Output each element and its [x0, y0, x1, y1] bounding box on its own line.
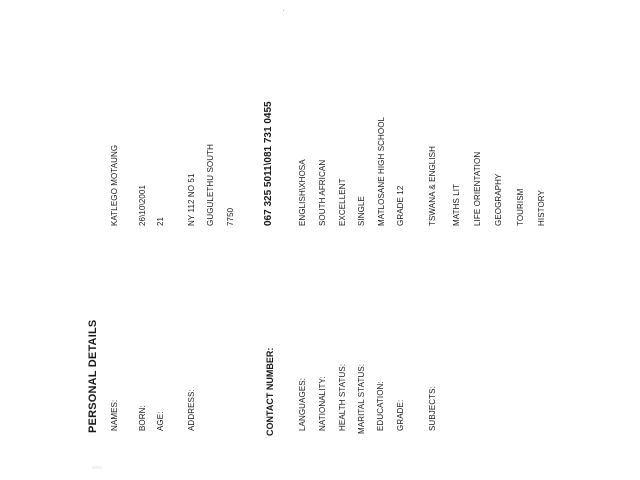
scan-artifact: [92, 466, 102, 469]
health-status-label: HEALTH STATUS:: [338, 363, 347, 431]
health-status-value: EXCELLENT: [338, 178, 347, 226]
address-line-1: NY 112 NO 51: [187, 173, 196, 226]
born-label: BORN:: [138, 405, 147, 431]
address-line-3: 7750: [226, 207, 235, 226]
subjects-label: SUBJECTS:: [428, 386, 437, 431]
marital-status-label: MARITAL STATUS:: [357, 363, 366, 434]
subject-item: HISTORY: [537, 190, 546, 226]
nationality-label: NATIONALITY:: [318, 376, 327, 431]
subject-item: GEOGRAPHY: [494, 173, 503, 226]
languages-value: ENGLISH\XHOSA: [298, 159, 307, 226]
age-label: AGE:: [156, 411, 165, 431]
names-label: NAMES:: [110, 399, 119, 431]
marital-status-value: SINGLE: [357, 196, 366, 226]
nationality-value: SOUTH AFRICAN: [318, 159, 327, 226]
born-value: 26\10\2001: [138, 184, 147, 226]
subject-item: MATHS LIT: [452, 183, 461, 226]
names-value: KATLEGO MOTAUNG: [110, 144, 119, 226]
contact-number-label: CONTACT NUMBER:: [265, 347, 275, 436]
subject-item: TSWANA & ENGLISH: [428, 146, 437, 226]
subject-item: LIFE ORIENTATION: [473, 151, 482, 226]
age-value: 21: [156, 216, 165, 226]
contact-number-value: 067 325 5011\081 731 0455: [263, 101, 274, 226]
education-value: MATLOSANE HIGH SCHOOL: [377, 116, 386, 226]
subject-item: TOURISM: [516, 188, 525, 226]
grade-value: GRADE 12: [396, 185, 405, 226]
document-heading: PERSONAL DETAILS: [87, 319, 99, 433]
languages-label: LANGUAGES:: [298, 377, 307, 431]
scan-artifact: [283, 10, 284, 11]
address-label: ADDRESS:: [187, 389, 196, 431]
address-line-2: GUGULETHU SOUTH: [206, 144, 215, 226]
grade-label: GRADE:: [396, 399, 405, 431]
education-label: EDUCATION:: [376, 381, 385, 431]
